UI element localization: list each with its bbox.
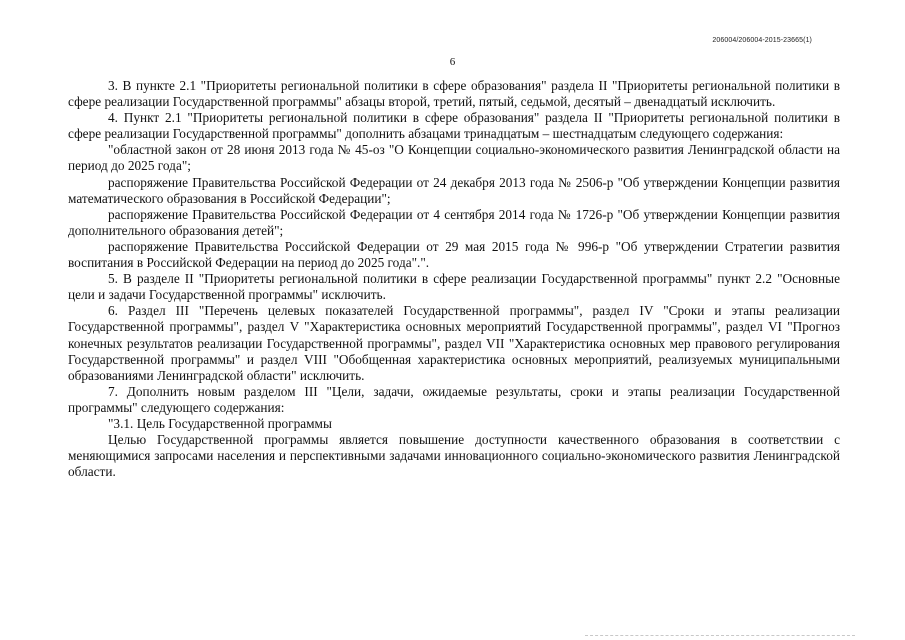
paragraph-program-goal: Целью Государственной программы является повышение доступности качественного образования в соответствии с меняющимися запросами населения и перспективными задачами инновационного социально-экономического развития Ленинградской области. — [68, 432, 840, 480]
paragraph-item-4: 4. Пункт 2.1 "Приоритеты региональной политики в сфере образования" раздела II "Приоритеты региональной политики в сфере реализации Государственной программы" дополнить абзацами тринадцатым – шестнадцатым следующего содержания: — [68, 110, 840, 142]
paragraph-item-6: 6. Раздел III "Перечень целевых показателей Государственной программы", раздел IV "Сроки и этапы реализации Государственной программы", раздел V "Характеристика основных мероприятий Государственной программы", раздел VI "Прогноз конечных результатов реализации Государственной программы", раздел VII "Характеристика основных мер правового регулирования Государственной программы" и раздел VIII "Обобщенная характеристика основных мероприятий, реализуемых муниципальными образованиями Ленинградской области" исключить. — [68, 303, 840, 383]
section-heading-3-1: "3.1. Цель Государственной программы — [108, 415, 332, 431]
document-id: 206004/206004-2015-23665(1) — [712, 37, 812, 44]
quoted-paragraph-additional-education: распоряжение Правительства Российской Федерации от 4 сентября 2014 года № 1726-р "Об утверждении Концепции развития дополнительного образования детей"; — [68, 206, 840, 238]
quoted-paragraph-regional-law: "областной закон от 28 июня 2013 года № 45-оз "О Концепции социально-экономического развития Ленинградской области на период до 2025 года"; — [68, 142, 840, 174]
scan-artifact-line — [585, 635, 855, 638]
paragraph-item-7: 7. Дополнить новым разделом III "Цели, задачи, ожидаемые результаты, сроки и этапы реализации Государственной программы" следующего содержания: — [68, 383, 840, 415]
document-body — [68, 78, 840, 480]
page-number: 6 — [449, 56, 456, 68]
quoted-paragraph-upbringing-strategy: распоряжение Правительства Российской Федерации от 29 мая 2015 года № 996-р "Об утверждении Стратегии развития воспитания в Российской Федерации на период до 2025 года".". — [68, 238, 840, 271]
quoted-paragraph-math-concept: распоряжение Правительства Российской Федерации от 24 декабря 2013 года № 2506-р "Об утверждении Концепции развития математического образования в Российской Федерации"; — [68, 174, 840, 206]
paragraph-item-5: 5. В разделе II "Приоритеты региональной политики в сфере реализации Государственной программы" пункт 2.2 "Основные цели и задачи Государственной программы" исключить. — [68, 271, 840, 303]
paragraph-item-3: 3. В пункте 2.1 "Приоритеты региональной политики в сфере образования" раздела II "Приоритеты региональной политики в сфере реализации Государственной программы" абзацы второй, третий, пятый, седьмой, десятый – двенадцатый исключить. — [68, 78, 840, 110]
